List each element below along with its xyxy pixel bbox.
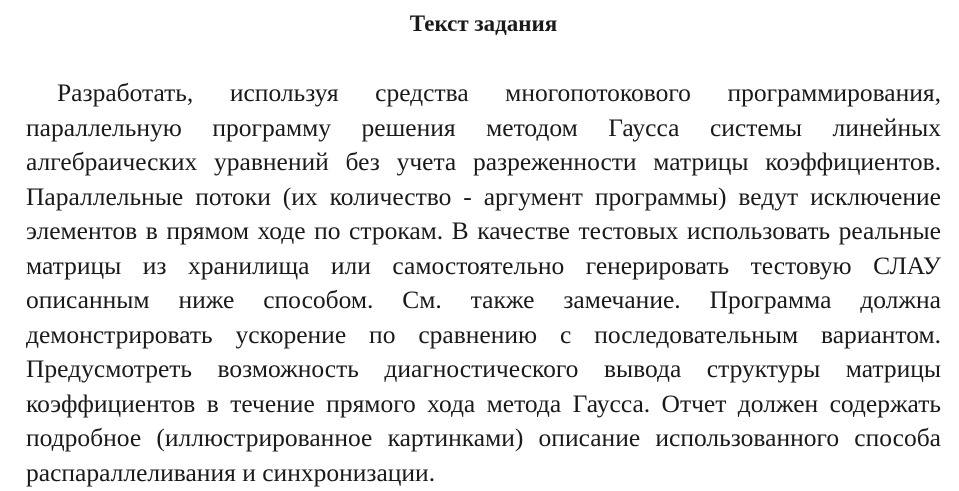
document-title: Текст задания	[409, 11, 558, 36]
task-paragraph: Разработать, используя средства многопотокового программирования, параллельную программу решения методом Гаусса системы линейных алгебраических уравнений без учета разреженности матрицы коэффициентов. Параллельные потоки (их количество - аргумент программы) ведут исключение элементов в прямом ходе по строкам. В качестве тестовых использовать реальные матрицы из хранилища или самостоятельно генерировать тестовую СЛАУ описанным ниже способом. См. также замечание. Программа должна демонстрировать ускорение по сравнению с последовательным вариантом. Предусмотреть возможность диагностического вывода структуры матрицы коэффициентов в течение прямого хода метода Гаусса. Отчет должен содержать подробное (иллюстрированное картинками) описание использованного способа распараллеливания и синхронизации.	[26, 78, 941, 487]
document	[26, 0, 941, 490]
